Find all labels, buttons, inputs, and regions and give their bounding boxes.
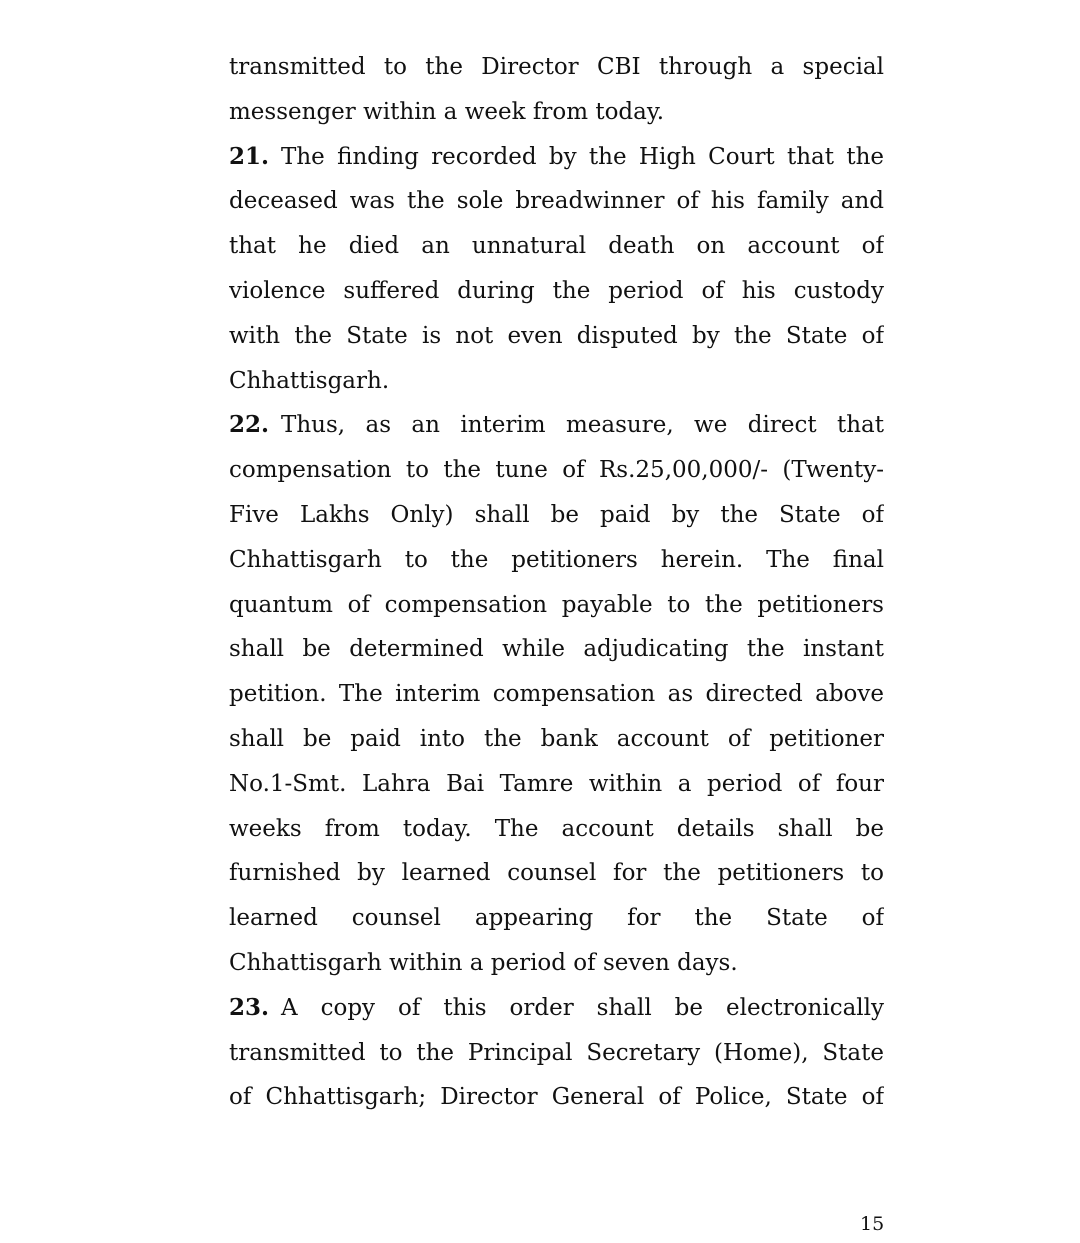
text-line [229,986,884,1031]
paragraph-22 [229,403,884,985]
text-line: furnished by learned counsel for the petitioners to [229,860,884,887]
text-line-content: A copy of this order shall be electronically [281,994,884,1021]
text-line: violence suffered during the period of his custody [229,277,884,304]
text-line: No.1-Smt. Lahra Bai Tamre within a period of four [229,770,884,797]
paragraph-23 [229,986,884,1120]
text-line: of Chhattisgarh; Director General of Police, State of [229,1084,884,1111]
text-line: transmitted to the Director CBI through a special [229,54,884,80]
text-line: transmitted to the Principal Secretary (Home), State [229,1039,884,1066]
text-line: messenger within a week from today. [229,98,665,125]
text-line: shall be paid into the bank account of petitioner [229,725,884,752]
text-line: deceased was the sole breadwinner of his family and [229,188,884,215]
text-line-content: The finding recorded by the High Court that the [281,143,884,170]
text-line: Chhattisgarh to the petitioners herein. The final [229,546,884,573]
page-number: 15 [860,1213,885,1235]
text-line: quantum of compensation payable to the petitioners [229,591,884,618]
paragraph-number: 22. [229,411,270,439]
text-line-content: Thus, as an interim measure, we direct that [281,412,884,439]
order-text [229,45,884,1120]
text-line [229,403,884,448]
text-line: compensation to the tune of Rs.25,00,000/- (Twenty- [229,457,884,484]
text-line [229,135,884,180]
paragraph-number: 23. [229,993,270,1021]
text-line: Chhattisgarh within a period of seven days. [229,949,738,976]
text-line: learned counsel appearing for the State of [229,905,884,932]
text-line: Five Lakhs Only) shall be paid by the State of [229,501,884,528]
paragraph-21 [229,135,884,404]
text-line: petition. The interim compensation as directed above [229,681,884,708]
text-line: weeks from today. The account details shall be [229,815,884,842]
text-line: Chhattisgarh. [229,367,390,394]
text-line: with the State is not even disputed by the State of [229,322,884,349]
paragraph-number: 21. [229,142,270,170]
paragraph-continuation [229,45,884,135]
text-line: shall be determined while adjudicating the instant [229,636,884,663]
text-line: that he died an unnatural death on account of [229,233,884,260]
